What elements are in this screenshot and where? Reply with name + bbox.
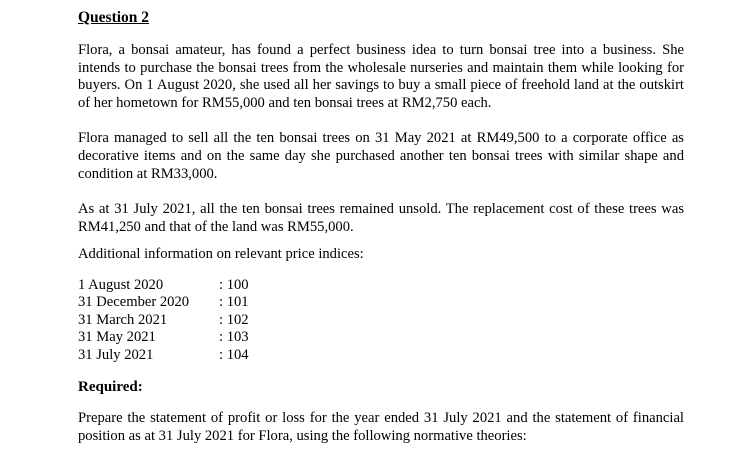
paragraph-year-end: As at 31 July 2021, all the ten bonsai trees remained unsold. The replacement cost of these trees was RM41,250 and that of the land was RM55,000. (78, 201, 684, 235)
table-row (78, 277, 249, 294)
question-heading: Question 2 (78, 9, 150, 26)
index-date: 31 March 2021 (78, 311, 168, 328)
paragraph-business-idea: Flora, a bonsai amateur, has found a perfect business idea to turn bonsai tree into a business. She intends to purchase the bonsai trees from the wholesale nurseries and maintain them while looking for buyers. On 1 August 2020, she used all her savings to buy a small piece of freehold land at the outskirt of her hometown for RM55,000 and ten bonsai trees at RM2,750 each. (78, 42, 684, 111)
index-value: : 104 (219, 346, 249, 363)
index-value: : 102 (219, 311, 249, 328)
paragraph-additional-info: Additional information on relevant price indices: (78, 246, 364, 263)
table-row (78, 329, 249, 346)
index-date: 31 December 2020 (78, 294, 190, 311)
index-value: : 103 (219, 329, 249, 346)
required-heading: Required: (78, 378, 143, 395)
required-text: Prepare the statement of profit or loss for the year ended 31 July 2021 and the statement of financial position as at 31 July 2021 for Flora, using the following normative theories: (78, 409, 684, 444)
question-page (78, 8, 684, 445)
table-row (78, 294, 249, 311)
index-date: 31 July 2021 (78, 346, 154, 363)
index-value: : 100 (219, 276, 249, 293)
index-date: 31 May 2021 (78, 329, 156, 346)
price-indices-table (78, 277, 249, 364)
table-row (78, 347, 249, 364)
paragraph-sale: Flora managed to sell all the ten bonsai trees on 31 May 2021 at RM49,500 to a corporate office as decorative items and on the same day she purchased another ten bonsai trees with similar shape and condition at RM33,000. (78, 130, 684, 182)
index-date: 1 August 2020 (78, 276, 164, 293)
table-row (78, 312, 249, 329)
index-value: : 101 (219, 294, 249, 311)
